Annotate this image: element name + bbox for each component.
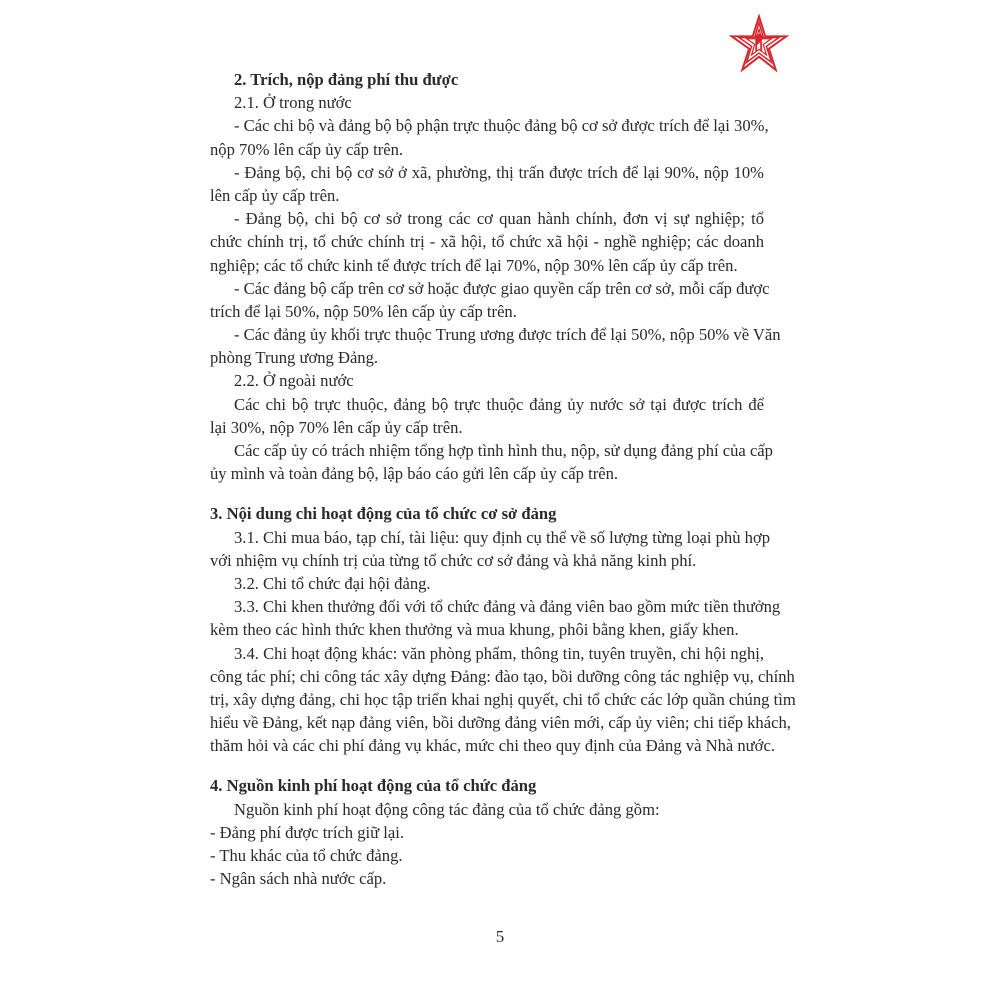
paragraph-line: - Đảng bộ, chi bộ cơ sở trong các cơ quan hành chính, đơn vị sự nghiệp; tổ bbox=[234, 209, 764, 229]
list-item: - Đảng phí được trích giữ lại. bbox=[210, 822, 405, 842]
paragraph-2-1-b bbox=[210, 161, 764, 207]
paragraph-3-1 bbox=[210, 526, 771, 572]
paragraph-line: - Đảng bộ, chi bộ cơ sở ở xã, phường, thị trấn được trích để lại 90%, nộp 10% bbox=[234, 162, 764, 182]
paragraph-line: ủy mình và toàn đảng bộ, lập báo cáo gửi lên cấp ủy cấp trên. bbox=[210, 464, 619, 484]
paragraph-line: thăm hỏi và các chi phí đảng vụ khác, mức chi theo quy định của Đảng và Nhà nước. bbox=[210, 736, 775, 756]
paragraph-line: Các chi bộ trực thuộc, đảng bộ trực thuộc đảng ủy nước sở tại được trích để bbox=[234, 394, 764, 414]
paragraph-3-2: 3.2. Chi tổ chức đại hội đảng. bbox=[234, 573, 431, 593]
paragraph-line: hiểu về Đảng, kết nạp đảng viên, bồi dưỡng đảng viên mới, cấp ủy viên; chi tiếp khách, bbox=[210, 713, 791, 733]
list-item: - Ngân sách nhà nước cấp. bbox=[210, 869, 387, 889]
paragraph-line: 3.4. Chi hoạt động khác: văn phòng phẩm, thông tin, tuyên truyền, chi hội nghị, bbox=[234, 643, 764, 663]
paragraph-3-4 bbox=[210, 642, 796, 758]
paragraph-line: nghiệp; các tổ chức kinh tế được trích để lại 70%, nộp 30% lên cấp ủy cấp trên. bbox=[210, 255, 738, 275]
paragraph-line: phòng Trung ương Đảng. bbox=[210, 348, 379, 368]
paragraph-line: trị, xây dựng đảng, chi học tập triển khai nghị quyết, chi tổ chức các lớp quần chúng tìm bbox=[210, 689, 796, 709]
section-2-2-subheading: 2.2. Ở ngoài nước bbox=[234, 371, 354, 391]
paragraph-line: - Các đảng ủy khối trực thuộc Trung ương được trích để lại 50%, nộp 50% về Văn bbox=[234, 325, 781, 345]
paragraph-2-2-a bbox=[210, 393, 764, 439]
paragraph-line: lại 30%, nộp 70% lên cấp ủy cấp trên. bbox=[210, 417, 463, 437]
paragraph-2-1-e bbox=[210, 323, 781, 369]
paragraph-2-1-c bbox=[210, 207, 764, 277]
paragraph-line: với nhiệm vụ chính trị của từng tổ chức cơ sở đảng và khả năng kinh phí. bbox=[210, 550, 697, 570]
paragraph-line: kèm theo các hình thức khen thưởng và mua khung, phôi bằng khen, giấy khen. bbox=[210, 620, 739, 640]
paragraph-line: - Các đảng bộ cấp trên cơ sở hoặc được giao quyền cấp trên cơ sở, mỗi cấp được bbox=[234, 278, 770, 298]
section-2-1-subheading: 2.1. Ở trong nước bbox=[234, 93, 352, 113]
section-2-heading: 2. Trích, nộp đảng phí thu được bbox=[234, 70, 459, 89]
section-4-heading: 4. Nguồn kinh phí hoạt động của tổ chức đảng bbox=[210, 776, 537, 796]
paragraph-2-1-a bbox=[210, 114, 769, 160]
paragraph-3-3 bbox=[210, 595, 781, 641]
paragraph-line: trích để lại 50%, nộp 50% lên cấp ủy cấp trên. bbox=[210, 301, 517, 321]
document-body bbox=[210, 64, 796, 890]
paragraph-2-1-d bbox=[210, 277, 770, 323]
list-item: - Thu khác của tổ chức đảng. bbox=[210, 846, 403, 865]
section-4-intro: Nguồn kinh phí hoạt động công tác đảng của tổ chức đảng gồm: bbox=[234, 799, 660, 819]
section-3-heading: 3. Nội dung chi hoạt động của tổ chức cơ sở đảng bbox=[210, 504, 557, 524]
paragraph-line: chức chính trị, tổ chức chính trị - xã hội, tổ chức xã hội - nghề nghiệp; các doanh bbox=[210, 232, 764, 252]
paragraph-2-2-b bbox=[210, 439, 773, 485]
paragraph-line: công tác phí; chi công tác xây dựng Đảng: đào tạo, bồi dưỡng công tác nghiệp vụ, chính bbox=[210, 666, 795, 686]
paragraph-line: Các cấp ủy có trách nhiệm tổng hợp tình hình thu, nộp, sử dụng đảng phí của cấp bbox=[234, 441, 773, 460]
page-number: 5 bbox=[495, 927, 505, 946]
paragraph-line: nộp 70% lên cấp ủy cấp trên. bbox=[210, 139, 404, 159]
paragraph-line: 3.1. Chi mua báo, tạp chí, tài liệu: quy định cụ thể về số lượng từng loại phù hợp bbox=[234, 527, 771, 547]
paragraph-line: lên cấp ủy cấp trên. bbox=[210, 185, 340, 205]
paragraph-line: - Các chi bộ và đảng bộ bộ phận trực thuộc đảng bộ cơ sở được trích để lại 30%, bbox=[234, 116, 769, 136]
paragraph-line: 3.3. Chi khen thưởng đối với tổ chức đảng và đảng viên bao gồm mức tiền thưởng bbox=[234, 597, 781, 617]
